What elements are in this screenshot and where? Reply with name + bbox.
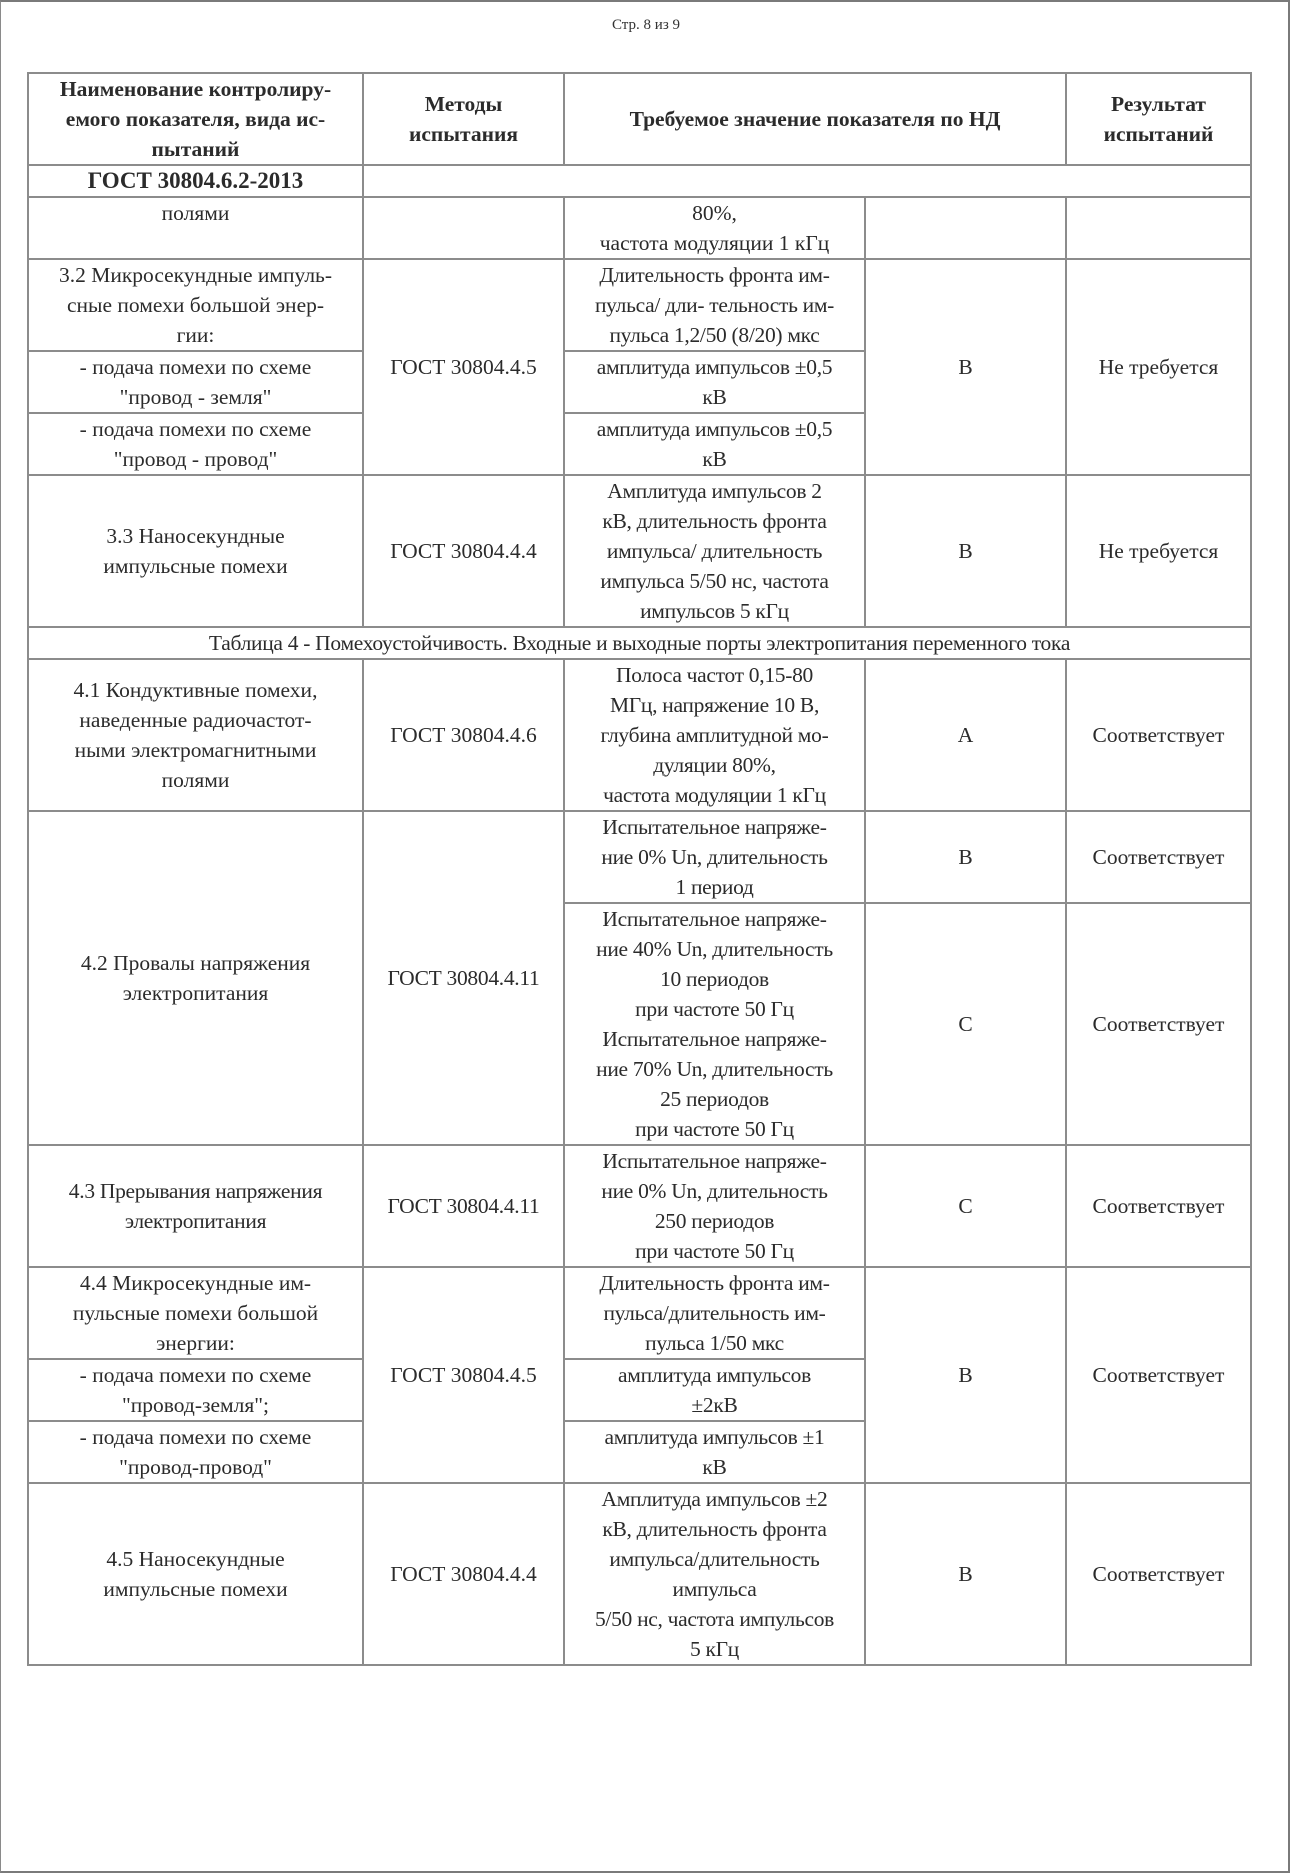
methods-cell: ГОСТ 30804.4.6 — [363, 659, 564, 811]
required-value-cell: амплитуда импульсов ±0,5 кВ — [564, 351, 865, 413]
required-value-cell: Длительность фронта им- пульса/ дли- тельность им- пульса 1,2/50 (8/20) мкс — [564, 259, 865, 351]
table-header-row — [28, 73, 1251, 165]
indicator-cell: 4.5 Наносекундные импульсные помехи — [28, 1483, 363, 1665]
test-results-table — [27, 72, 1252, 1666]
required-value-cell: амплитуда импульсов ±2кВ — [564, 1359, 865, 1421]
required-value-cell: 80%, частота модуляции 1 кГц — [564, 197, 865, 259]
result-cell: Соответствует — [1066, 1483, 1251, 1665]
page-number: Стр. 8 из 9 — [612, 17, 680, 33]
criterion-cell — [865, 197, 1066, 259]
required-value-cell: Полоса частот 0,15-80 МГц, напряжение 10 В, глубина амплитудной мо- дуляции 80%, частота модуляции 1 кГц — [564, 659, 865, 811]
indicator-cell: 3.2 Микросекундные импуль- сные помехи большой энер- гии: — [28, 259, 363, 351]
criterion-cell: B — [865, 1267, 1066, 1483]
result-cell: Соответствует — [1066, 1267, 1251, 1483]
header-required-value: Требуемое значение показателя по НД — [564, 73, 1066, 165]
indicator-sub-cell: - подача помехи по схеме "провод - провод" — [28, 413, 363, 475]
criterion-cell: C — [865, 1145, 1066, 1267]
indicator-cell: полями — [28, 197, 363, 259]
indicator-cell: 4.1 Кондуктивные помехи, наведенные радиочастот- ными электромагнитными полями — [28, 659, 363, 811]
header-indicator: Наименование контролиру- емого показателя, вида ис- пытаний — [28, 73, 363, 165]
required-value-cell: Амплитуда импульсов ±2 кВ, длительность фронта импульса/длительность импульса 5/50 нс, частота импульсов 5 кГц — [564, 1483, 865, 1665]
required-value-cell: Испытательное напряже- ние 40% Un, длительность 10 периодов при частоте 50 Гц Испытательное напряже- ние 70% Un, длительность 25 периодов при частоте 50 Гц — [564, 903, 865, 1145]
criterion-cell: B — [865, 1483, 1066, 1665]
required-value-cell: Амплитуда импульсов 2 кВ, длительность фронта импульса/ длительность импульса 5/50 нс, частота импульсов 5 кГц — [564, 475, 865, 627]
indicator-sub-cell: - подача помехи по схеме "провод - земля" — [28, 351, 363, 413]
methods-cell: ГОСТ 30804.4.5 — [363, 259, 564, 475]
table-row-continuation — [28, 197, 1251, 259]
criterion-cell: B — [865, 475, 1066, 627]
table-row-4-1 — [28, 659, 1251, 811]
header-methods: Методы испытания — [363, 73, 564, 165]
result-cell: Не требуется — [1066, 259, 1251, 475]
indicator-cell: 4.2 Провалы напряжения электропитания — [28, 811, 363, 1145]
standard-empty-cell — [363, 165, 1251, 197]
required-value-cell: Испытательное напряже- ние 0% Un, длительность 250 периодов при частоте 50 Гц — [564, 1145, 865, 1267]
required-value-cell: амплитуда импульсов ±0,5 кВ — [564, 413, 865, 475]
required-value-cell: Испытательное напряже- ние 0% Un, длительность 1 период — [564, 811, 865, 903]
indicator-sub-cell: - подача помехи по схеме "провод-земля"; — [28, 1359, 363, 1421]
header-result: Результат испытаний — [1066, 73, 1251, 165]
table-row-4-2 — [28, 811, 1251, 903]
standard-row — [28, 165, 1251, 197]
criterion-cell: A — [865, 659, 1066, 811]
criterion-cell: B — [865, 811, 1066, 903]
standard-title: ГОСТ 30804.6.2-2013 — [28, 165, 363, 197]
result-cell: Соответствует — [1066, 811, 1251, 903]
table-row-3-3 — [28, 475, 1251, 627]
methods-cell: ГОСТ 30804.4.4 — [363, 1483, 564, 1665]
required-value-cell: Длительность фронта им- пульса/длительность им- пульса 1/50 мкс — [564, 1267, 865, 1359]
result-cell: Не требуется — [1066, 475, 1251, 627]
table-row-4-4 — [28, 1267, 1251, 1359]
result-cell: Соответствует — [1066, 659, 1251, 811]
table4-title: Таблица 4 - Помехоустойчивость. Входные и выходные порты электропитания переменного тока — [28, 627, 1251, 659]
table-row-3-2 — [28, 259, 1251, 351]
methods-cell — [363, 197, 564, 259]
table4-title-row — [28, 627, 1251, 659]
table-row-4-3 — [28, 1145, 1251, 1267]
result-cell — [1066, 197, 1251, 259]
required-value-cell: амплитуда импульсов ±1 кВ — [564, 1421, 865, 1483]
indicator-cell: 4.4 Микросекундные им- пульсные помехи большой энергии: — [28, 1267, 363, 1359]
indicator-cell: 4.3 Прерывания напряжения электропитания — [28, 1145, 363, 1267]
result-cell: Соответствует — [1066, 1145, 1251, 1267]
methods-cell: ГОСТ 30804.4.4 — [363, 475, 564, 627]
result-cell: Соответствует — [1066, 903, 1251, 1145]
criterion-cell: C — [865, 903, 1066, 1145]
criterion-cell: B — [865, 259, 1066, 475]
methods-cell: ГОСТ 30804.4.11 — [363, 1145, 564, 1267]
table-row-4-5 — [28, 1483, 1251, 1665]
methods-cell: ГОСТ 30804.4.11 — [363, 811, 564, 1145]
indicator-sub-cell: - подача помехи по схеме "провод-провод" — [28, 1421, 363, 1483]
indicator-cell: 3.3 Наносекундные импульсные помехи — [28, 475, 363, 627]
methods-cell: ГОСТ 30804.4.5 — [363, 1267, 564, 1483]
